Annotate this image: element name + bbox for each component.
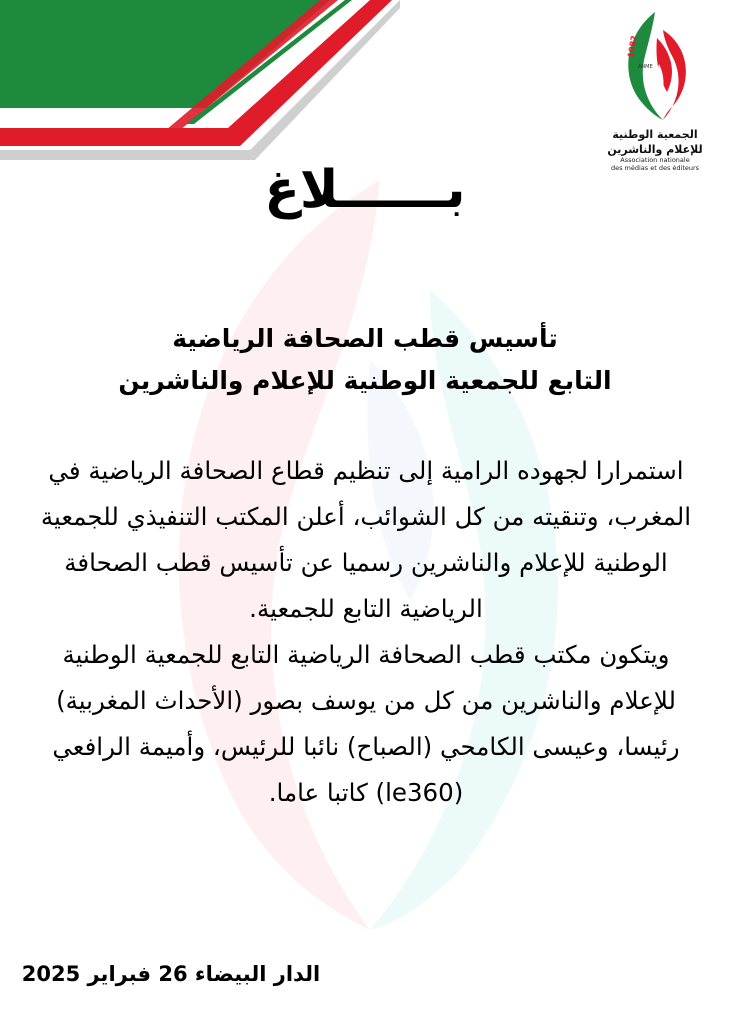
place-date-footer: الدار البيضاء 26 فبراير 2025 [21, 962, 321, 986]
logo-acronym: ANME [638, 64, 653, 70]
subtitle-line-2: التابع للجمعية الوطنية للإعلام والناشرين [118, 366, 612, 395]
corner-stripes-decoration [0, 0, 400, 160]
logo-emblem-icon [615, 8, 695, 126]
organization-logo [600, 8, 710, 178]
document-subtitle [60, 318, 670, 402]
logo-name-ar-line2: للإعلام والناشرين [607, 143, 703, 156]
logo-name-ar-line1: الجمعية الوطنية [612, 128, 698, 141]
logo-name-fr-line1: Association nationale [620, 156, 690, 164]
logo-name-fr-line2: des médias et des éditeurs [610, 164, 700, 172]
logo-year-badge: 1982 [626, 34, 639, 59]
document-title: بــــــلاغ [264, 160, 466, 220]
document-body [30, 448, 702, 816]
body-paragraph-2: ويتكون مكتب قطب الصحافة الرياضية التابع للجمعية الوطنية للإعلام والناشرين من كل من يوسف بصور (الأحداث المغربية) رئيسا، وعيسى الكامحي (الصباح) نائبا للرئيس، وأميمة الرافعي (le360) كاتبا عاما. [52, 640, 680, 807]
body-paragraph-1: استمرارا لجهوده الرامية إلى تنظيم قطاع الصحافة الرياضية في المغرب، وتنقيته من كل الشوائب، أعلن المكتب التنفيذي للجمعية الوطنية للإعلام والناشرين رسميا عن تأسيس قطب الصحافة الرياضية التابع للجمعية. [40, 456, 692, 623]
subtitle-line-1: تأسيس قطب الصحافة الرياضية [172, 324, 558, 353]
